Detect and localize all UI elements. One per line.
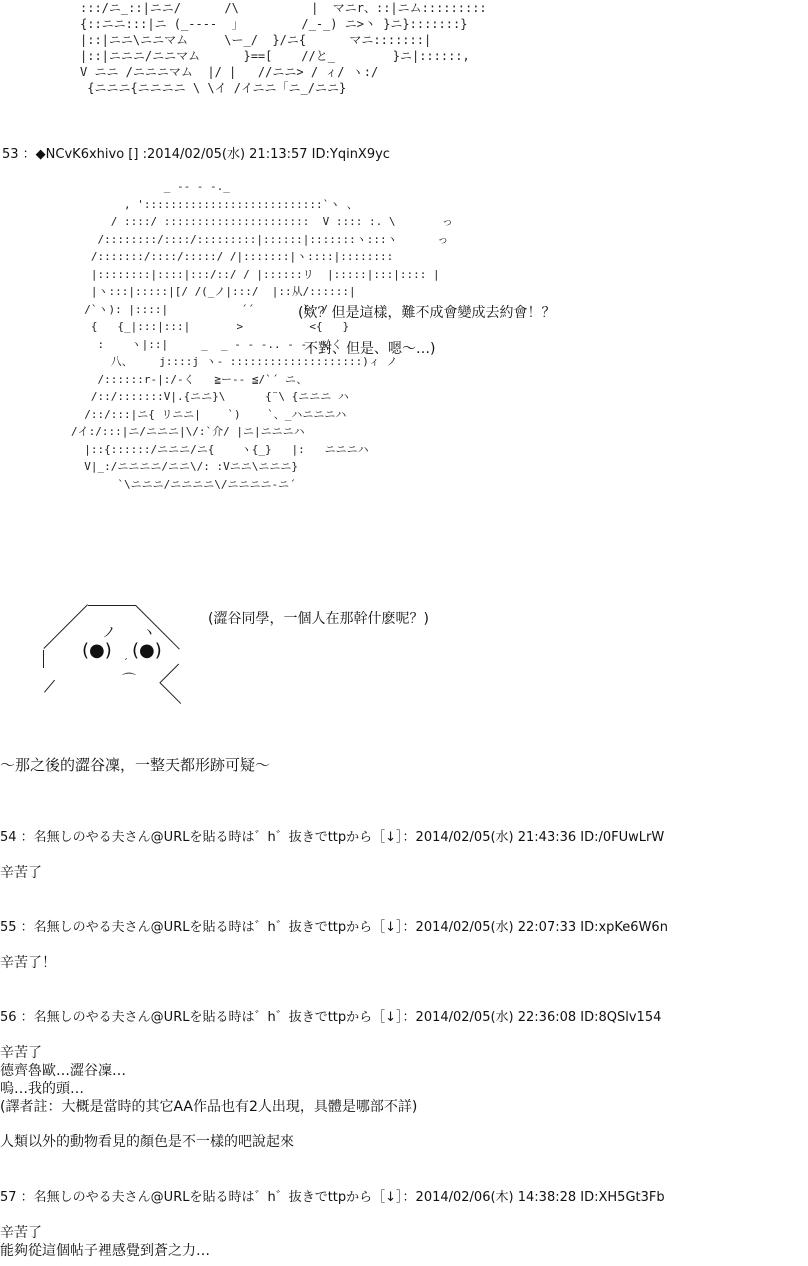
post-57-body-line: 辛苦了 [0,1225,42,1241]
narration-line: ～那之後的澀谷凜，一整天都形跡可疑～ [0,756,271,774]
girl-thought-line-1: (欸？但是這樣，難不成會變成去約會！？ [298,305,556,321]
post-53-header: 53 ：◆NCvK6xhivo [] :2014/02/05(水) 21:13:57 ID:YqinX9yc [2,147,390,162]
post-56-body-line: 人類以外的動物看見的顏色是不一樣的吧說起來 [0,1134,294,1150]
nose-mark-icon: ˊ [123,658,128,669]
brow-mark-right-icon: ヽ [142,625,156,641]
right-eye-icon: (●) [132,640,162,661]
post-55-header: 55 ：名無しのやる夫さん@URLを貼る時は゛h゛抜きでttpから［↓］：2014/02/05(水) 22:07:33 ID:xpKe6W6n [0,920,668,935]
face-top-edge [88,605,136,606]
post-54-body-line: 辛苦了 [0,865,42,881]
post-56-body-line: 嗚…我的頭… [0,1081,84,1097]
post-55-body-line: 辛苦了！ [0,955,56,971]
mouth-icon: ⌒ [122,673,136,689]
face-right-chin [160,664,179,683]
post-56-header: 56 ：名無しのやる夫さん@URLを貼る時は゛h゛抜きでttpから［↓］：2014/02/05(水) 22:36:08 ID:8QSlv154 [0,1010,662,1025]
face-thought-line: (澀谷同學，一個人在那幹什麽呢？) [208,611,429,627]
post-56-body-line: 德齊魯歐…澀谷凜… [0,1063,126,1079]
left-eye-icon: (●) [82,640,112,661]
brow-mark-icon: ノ [102,625,116,641]
post-56-body-line: (譯者註：大概是當時的其它AA作品也有2人出現，具體是哪部不詳) [0,1099,418,1115]
ascii-art-top: :::/ニ_::|ニニ/ /\ | マニr、::|ニム::::::::: {::ニニ:::|ニ (_---- 」 /_-_) ニ>丶 }ニ}:::::::} |::|ニニ\ニニマム \ー_/ }/ニ{ マニ:::::::| |::|ニニニ/ニニマム }==[ //と_ }ニ|::::::, V ニニ /ニニニマム |/ | //ニニ> / ィ/ ヽ:/ {ニニニ{ニニニニ \ \イ /イニニ「ニ_/ニニ} [80,1,487,95]
face-left-chin [44,680,55,693]
post-56-body-line: 辛苦了 [0,1045,42,1061]
face-right-jaw [159,682,181,704]
ascii-art-girl: _ -‐ ‐ -._ , ':::::::::::::::::::::::::::`ヽ 、 / ::::/ :::::::::::::::::::::: V :::: :. \ っ /::::::::/::::/:::::::::|::::::|:::::::ヽ:::ヽ っ /:::::::/::::/:::::/ /|:::::::|ヽ::::|:::::::: |::::::::|::::|:::/::/ / |::::::リ |:::::|:::|:::: | |ヽ:::|:::::|[/ /(_ノ|:::/ |::从/::::::| /`ヽ): |::::| ´´ ト、/ { {_|:::|:::| > <{ } : ヽ|::| _ _ - - -.. - -. 乂く 八、 j::::j ヽ- ::::::::::::::::::::)ィ ノ /::::::r‐|:/-く ≧ー‐‐ ≦/`´ ニ、 /::/:::::::V|.{ニニ}\ {¨\ {ニニニ ハ /::/:::|ニ{ リニニ| `) `、_ハニニニハ /イ:/:::|ニ/ニニニ|\/:`介/ |ニ|ニニニハ |::{::::::/ニニニ/ニ{ ヽ{_} |: ニニニハ V|_:/ニニニニ/ニニ\/: :Vニニ\ニニニ} `\ニニニ/ニニニニ\/ニニニニ‐ニ´ [70,180,453,491]
post-57-body-line: 能夠從這個帖子裡感覺到蒼之力… [0,1243,210,1259]
girl-thought-line-2: 不對、但是、嗯～…) [304,341,436,357]
post-54-header: 54 ：名無しのやる夫さん@URLを貼る時は゛h゛抜きでttpから［↓］：2014/02/05(水) 21:43:36 ID:/0FUwLrW [0,830,665,845]
post-57-header: 57 ：名無しのやる夫さん@URLを貼る時は゛h゛抜きでttpから［↓］：2014/02/06(木) 14:38:28 ID:XH5Gt3Fb [0,1190,665,1205]
simple-face-drawing [30,600,200,720]
face-left-cheek [43,650,44,668]
